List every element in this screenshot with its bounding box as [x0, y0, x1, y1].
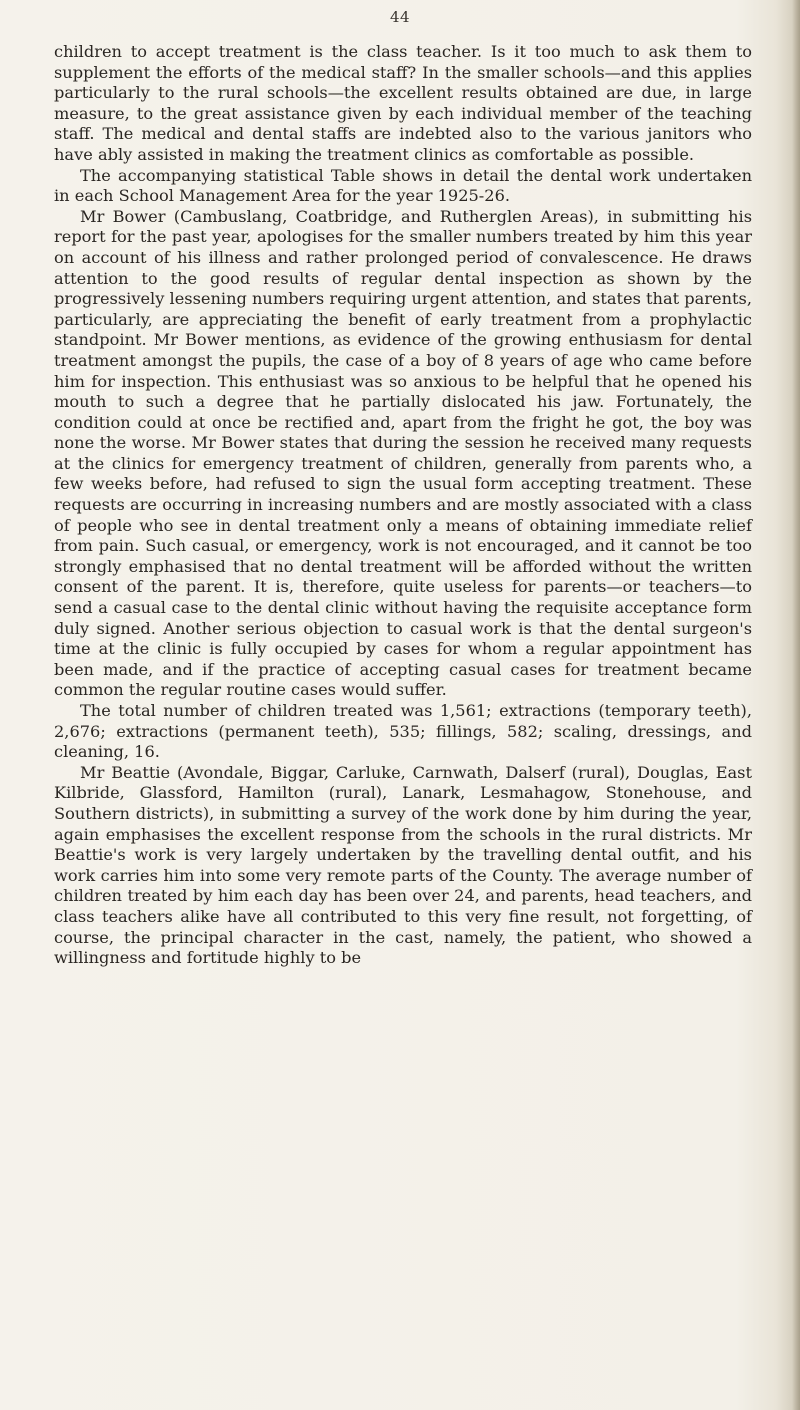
paragraph-4: The total number of children treated was 1,561; extractions (temporary teeth), 2,676; extractions (permanent teeth), 535; fillings, 582; scaling, dressings, and cleaning, 16.	[54, 701, 752, 762]
body-text	[54, 42, 752, 969]
page-edge-shadow	[792, 0, 800, 1410]
page-number: 44	[389, 8, 411, 26]
paragraph-1: children to accept treatment is the class teacher. Is it too much to ask them to supplement the efforts of the medical staff? In the smaller schools—and this applies particularly to the rural schools—the excellent results obtained are due, in large measure, to the great assistance given by each individual member of the teaching staff. The medical and dental staffs are indebted also to the various janitors who have ably assisted in making the treatment clinics as comfortable as possible.	[54, 42, 752, 164]
paragraph-5: Mr Beattie (Avondale, Biggar, Carluke, Carnwath, Dalserf (rural), Douglas, East Kilbride, Glassford, Hamilton (rural), Lanark, Lesmahagow, Stonehouse, and Southern districts), in submitting a survey of the work done by him during the year, again emphasises the excellent response from the schools in the rural districts. Mr Beattie's work is very largely undertaken by the travelling dental outfit, and his work carries him into some very remote parts of the County. The average number of children treated by him each day has been over 24, and parents, head teachers, and class teachers alike have all contributed to this very fine result, not forgetting, of course, the principal character in the cast, namely, the patient, who showed a willingness and fortitude highly to be	[54, 762, 752, 968]
paragraph-3: Mr Bower (Cambuslang, Coatbridge, and Rutherglen Areas), in submitting his report for the past year, apologises for the smaller numbers treated by him this year on account of his illness and rather prolonged period of convalescence. He draws attention to the good results of regular dental inspection as shown by the progressively lessening numbers requiring urgent attention, and states that parents, particularly, are appreciating the benefit of early treatment from a prophylactic standpoint. Mr Bower mentions, as evidence of the growing enthusiasm for dental treatment amongst the pupils, the case of a boy of 8 years of age who came before him for inspection. This enthusiast was so anxious to be helpful that he opened his mouth to such a degree that he partially dislocated his jaw. Fortunately, the condition could at once be rectified and, apart from the fright he got, the boy was none the worse. Mr Bower states that during the session he received many requests at the clinics for emergency treatment of children, generally from parents who, a few weeks before, had refused to sign the usual form accepting treatment. These requests are occurring in increasing numbers and are mostly associated with a class of people who see in dental treatment only a means of obtaining immediate relief from pain. Such casual, or emergency, work is not encouraged, and it cannot be too strongly emphasised that no dental treatment will be afforded without the written consent of the parent. It is, therefore, quite useless for parents—or teachers—to send a casual case to the dental clinic without having the requisite acceptance form duly signed. Another serious objection to casual work is that the dental surgeon's time at the clinic is fully occupied by cases for whom a regular appointment has been made, and if the practice of accepting casual cases for treatment became common the regular routine cases would suffer.	[54, 206, 752, 700]
paragraph-2: The accompanying statistical Table shows in detail the dental work undertaken in each School Management Area for the year 1925-26.	[54, 165, 752, 206]
